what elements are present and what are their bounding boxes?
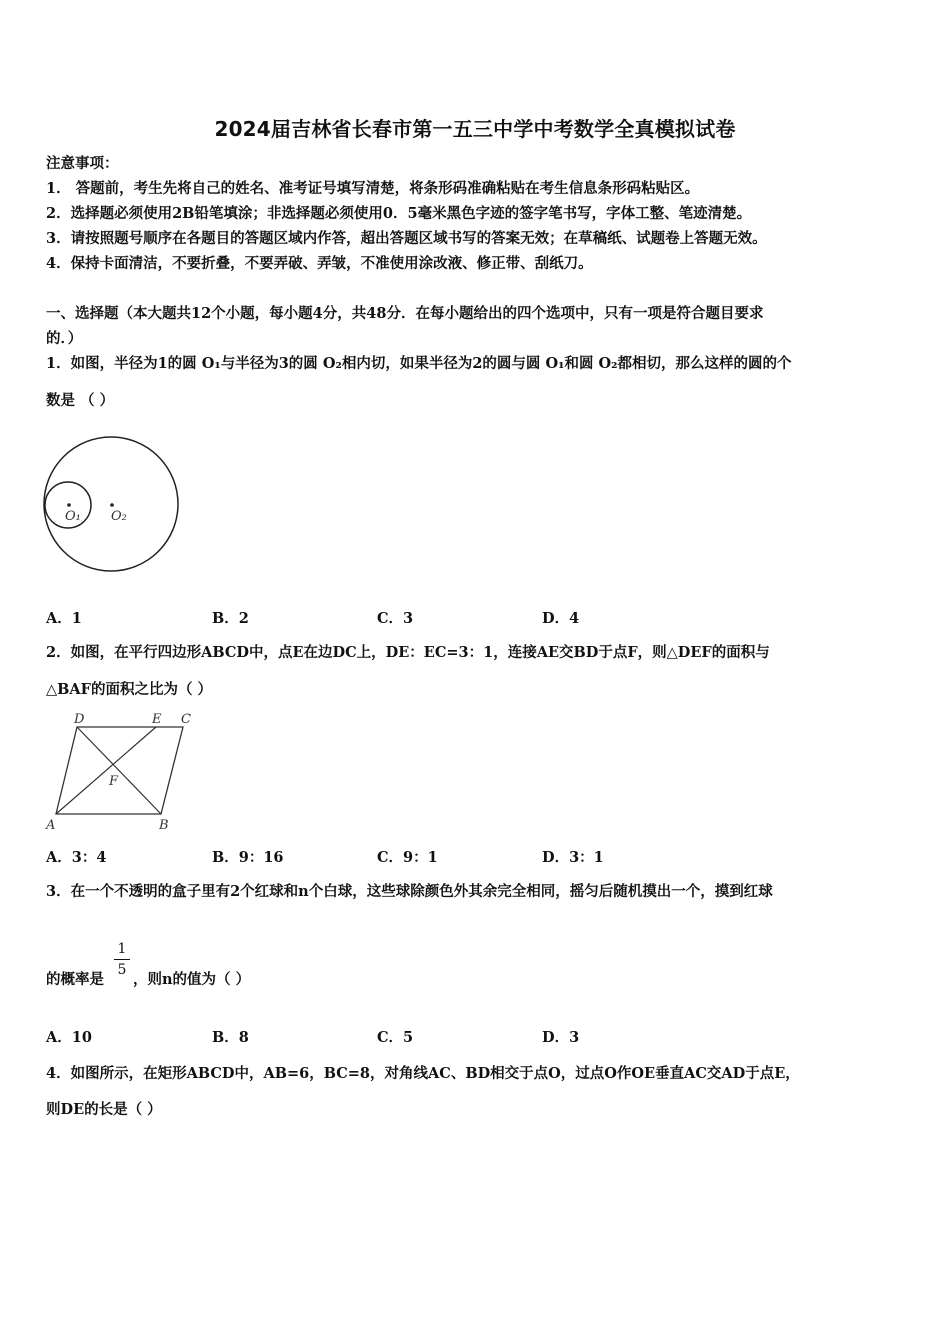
label-a: A bbox=[46, 818, 56, 833]
q1-option-c[interactable]: C．3 bbox=[377, 610, 414, 627]
q1-option-b[interactable]: B．2 bbox=[212, 610, 249, 627]
center-o2 bbox=[110, 503, 114, 507]
label-o2: O₂ bbox=[111, 509, 127, 524]
q1-circles-figure bbox=[40, 432, 185, 577]
segment-bd bbox=[77, 727, 161, 814]
label-d: D bbox=[74, 712, 85, 727]
notice-item-2: 2．选择题必须使用2B铅笔填涂；非选择题必须使用0．5毫米黑色字迹的签字笔书写，字体工整、笔迹清楚。 bbox=[46, 205, 752, 222]
q3-stem-line1: 3．在一个不透明的盒子里有2个红球和n个白球，这些球除颜色外其余完全相同，摇匀后随机摸出一个，摸到红球 bbox=[46, 883, 773, 900]
q2-stem-line1: 2．如图，在平行四边形ABCD中，点E在边DC上，DE：EC=3：1，连接AE交BD于点F，则△DEF的面积与 bbox=[46, 644, 770, 661]
notice-item-4: 4．保持卡面清洁，不要折叠，不要弄破、弄皱，不准使用涂改液、修正带、刮纸刀。 bbox=[46, 255, 593, 272]
q2-option-a[interactable]: A．3：4 bbox=[46, 849, 107, 866]
q3-option-a[interactable]: A．10 bbox=[46, 1029, 92, 1046]
q4-stem-line1: 4．如图所示，在矩形ABCD中，AB=6，BC=8，对角线AC、BD相交于点O，过点O作OE垂直AC交AD于点E， bbox=[46, 1065, 800, 1082]
section-heading-line2: 的．） bbox=[46, 330, 83, 347]
q1-stem-line2: 数是 （ ） bbox=[46, 392, 115, 409]
notice-heading: 注意事项： bbox=[46, 155, 119, 172]
section-heading-line1: 一、选择题（本大题共12个小题，每小题4分，共48分．在每小题给出的四个选项中，只有一项是符合题目要求 bbox=[46, 305, 764, 322]
q3-option-d[interactable]: D．3 bbox=[542, 1029, 580, 1046]
label-f: F bbox=[109, 774, 119, 789]
q2-stem-line2: △BAF的面积之比为（ ） bbox=[46, 681, 212, 698]
q3-fraction bbox=[112, 940, 132, 979]
page-title: 2024届吉林省长春市第一五三中学中考数学全真模拟试卷 bbox=[214, 117, 736, 141]
label-e: E bbox=[152, 712, 162, 727]
q2-option-d[interactable]: D．3：1 bbox=[542, 849, 604, 866]
q2-option-c[interactable]: C．9：1 bbox=[377, 849, 438, 866]
q3-stem-line2-after: ，则n的值为（ ） bbox=[133, 971, 251, 988]
q1-stem-line1: 1．如图，半径为1的圆 O₁与半径为3的圆 O₂相内切，如果半径为2的圆与圆 O₁和圆 O₂都相切，那么这样的圆的个 bbox=[46, 355, 792, 372]
segment-ae bbox=[56, 727, 156, 814]
q2-parallelogram-figure bbox=[40, 708, 200, 836]
q3-fraction-bar bbox=[114, 959, 130, 960]
q3-option-b[interactable]: B．8 bbox=[212, 1029, 249, 1046]
label-c: C bbox=[181, 712, 191, 727]
q3-option-c[interactable]: C．5 bbox=[377, 1029, 414, 1046]
label-o1: O₁ bbox=[65, 509, 81, 524]
label-b: B bbox=[159, 818, 169, 833]
notice-item-1: 1． 答题前，考生先将自己的姓名、准考证号填写清楚，将条形码准确粘贴在考生信息条形码粘贴区。 bbox=[46, 180, 700, 197]
notice-item-3: 3．请按照题号顺序在各题目的答题区域内作答，超出答题区域书写的答案无效；在草稿纸、试题卷上答题无效。 bbox=[46, 230, 767, 247]
q3-fraction-denominator: 5 bbox=[117, 962, 127, 978]
q3-fraction-numerator: 1 bbox=[117, 941, 127, 957]
q3-stem-line2-before: 的概率是 bbox=[46, 971, 104, 988]
q1-option-a[interactable]: A．1 bbox=[46, 610, 82, 627]
q2-option-b[interactable]: B．9：16 bbox=[212, 849, 284, 866]
center-o1 bbox=[67, 503, 71, 507]
q1-option-d[interactable]: D．4 bbox=[542, 610, 580, 627]
q4-stem-line2: 则DE的长是（ ） bbox=[46, 1101, 162, 1118]
